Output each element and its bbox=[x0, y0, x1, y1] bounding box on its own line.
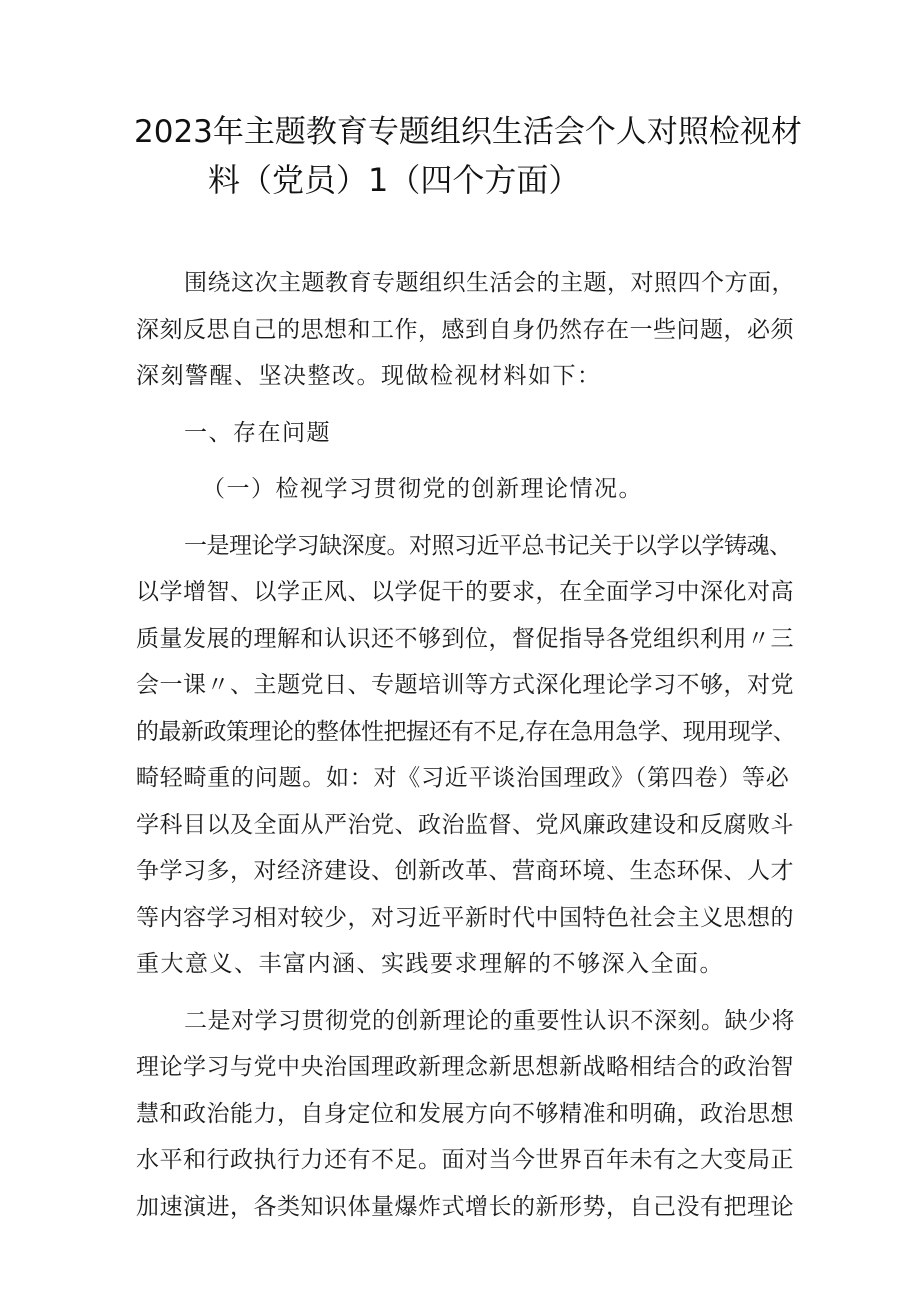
text-line: 二是对学习贯彻党的创新理论的重要性认识不深刻。缺少将 bbox=[184, 1007, 795, 1034]
text-line: 深刻反思自己的思想和工作，感到自身仍然存在一些问题，必须 bbox=[136, 316, 794, 343]
text-line: 会一课〃、主题党日、专题培训等方式深化理论学习不够，对党 bbox=[136, 672, 794, 698]
text-line: 质量发展的理解和认识还不够到位，督促指导各党组织利用〃三 bbox=[136, 625, 794, 652]
text-line: 一是理论学习缺深度。对照习近平总书记关于以学以学铸魂、 bbox=[184, 532, 792, 559]
paragraph-gap bbox=[136, 513, 796, 523]
heading-line: （一）检视学习贯彻党的创新理论情况。 bbox=[202, 476, 643, 502]
text-line: 畸轻畸重的问题。如：对《习近平谈治国理政》（第四卷）等必 bbox=[136, 765, 790, 791]
paragraph-gap bbox=[136, 400, 796, 410]
paragraph-gap bbox=[136, 456, 796, 466]
paragraph-gap bbox=[136, 988, 796, 998]
text-line: 学科目以及全面从严治党、政治监督、党风廉政建设和反腐败斗 bbox=[136, 811, 794, 838]
text-line: 争学习多，对经济建设、创新改革、营商环境、生态环保、人才 bbox=[136, 858, 794, 884]
text-line: 水平和行政执行力还有不足。面对当今世界百年未有之大变局正 bbox=[136, 1147, 794, 1173]
text-line: 慧和政治能力，自身定位和发展方向不够精准和明确，政治思想 bbox=[136, 1100, 794, 1127]
document-title bbox=[120, 108, 820, 204]
text-line: 围绕这次主题教育专题组织生活会的主题，对照四个方面， bbox=[184, 270, 795, 296]
paragraph-point-2 bbox=[136, 998, 796, 1231]
text-line: 以学增智、以学正风、以学促干的要求，在全面学习中深化对高 bbox=[136, 579, 794, 605]
title-line-1: 2023年主题教育专题组织生活会个人对照检视材 bbox=[134, 114, 802, 150]
text-line: 加速演进，各类知识体量爆炸式增长的新形势，自己没有把理论 bbox=[136, 1193, 794, 1220]
text-line: 深刻警醒、坚决整改。现做检视材料如下： bbox=[136, 363, 602, 389]
heading-line: 一、存在问题 bbox=[184, 419, 331, 446]
text-line: 等内容学习相对较少，对习近平新时代中国特色社会主义思想的 bbox=[136, 904, 794, 931]
section-heading bbox=[136, 410, 796, 457]
paragraph-intro bbox=[136, 260, 796, 400]
text-line: 的最新政策理论的整体性把握还有不足,存在急用急学、现用现学、 bbox=[136, 718, 796, 745]
subsection-heading bbox=[136, 466, 796, 513]
text-line: 理论学习与党中央治国理政新理念新思想新战略相结合的政治智 bbox=[136, 1054, 794, 1080]
document-body bbox=[136, 260, 796, 1230]
paragraph-point-1 bbox=[136, 523, 796, 988]
title-line-2: 料（党员）1（四个方面） bbox=[208, 161, 581, 199]
text-line: 重大意义、丰富内涵、实践要求理解的不够深入全面。 bbox=[136, 951, 724, 977]
